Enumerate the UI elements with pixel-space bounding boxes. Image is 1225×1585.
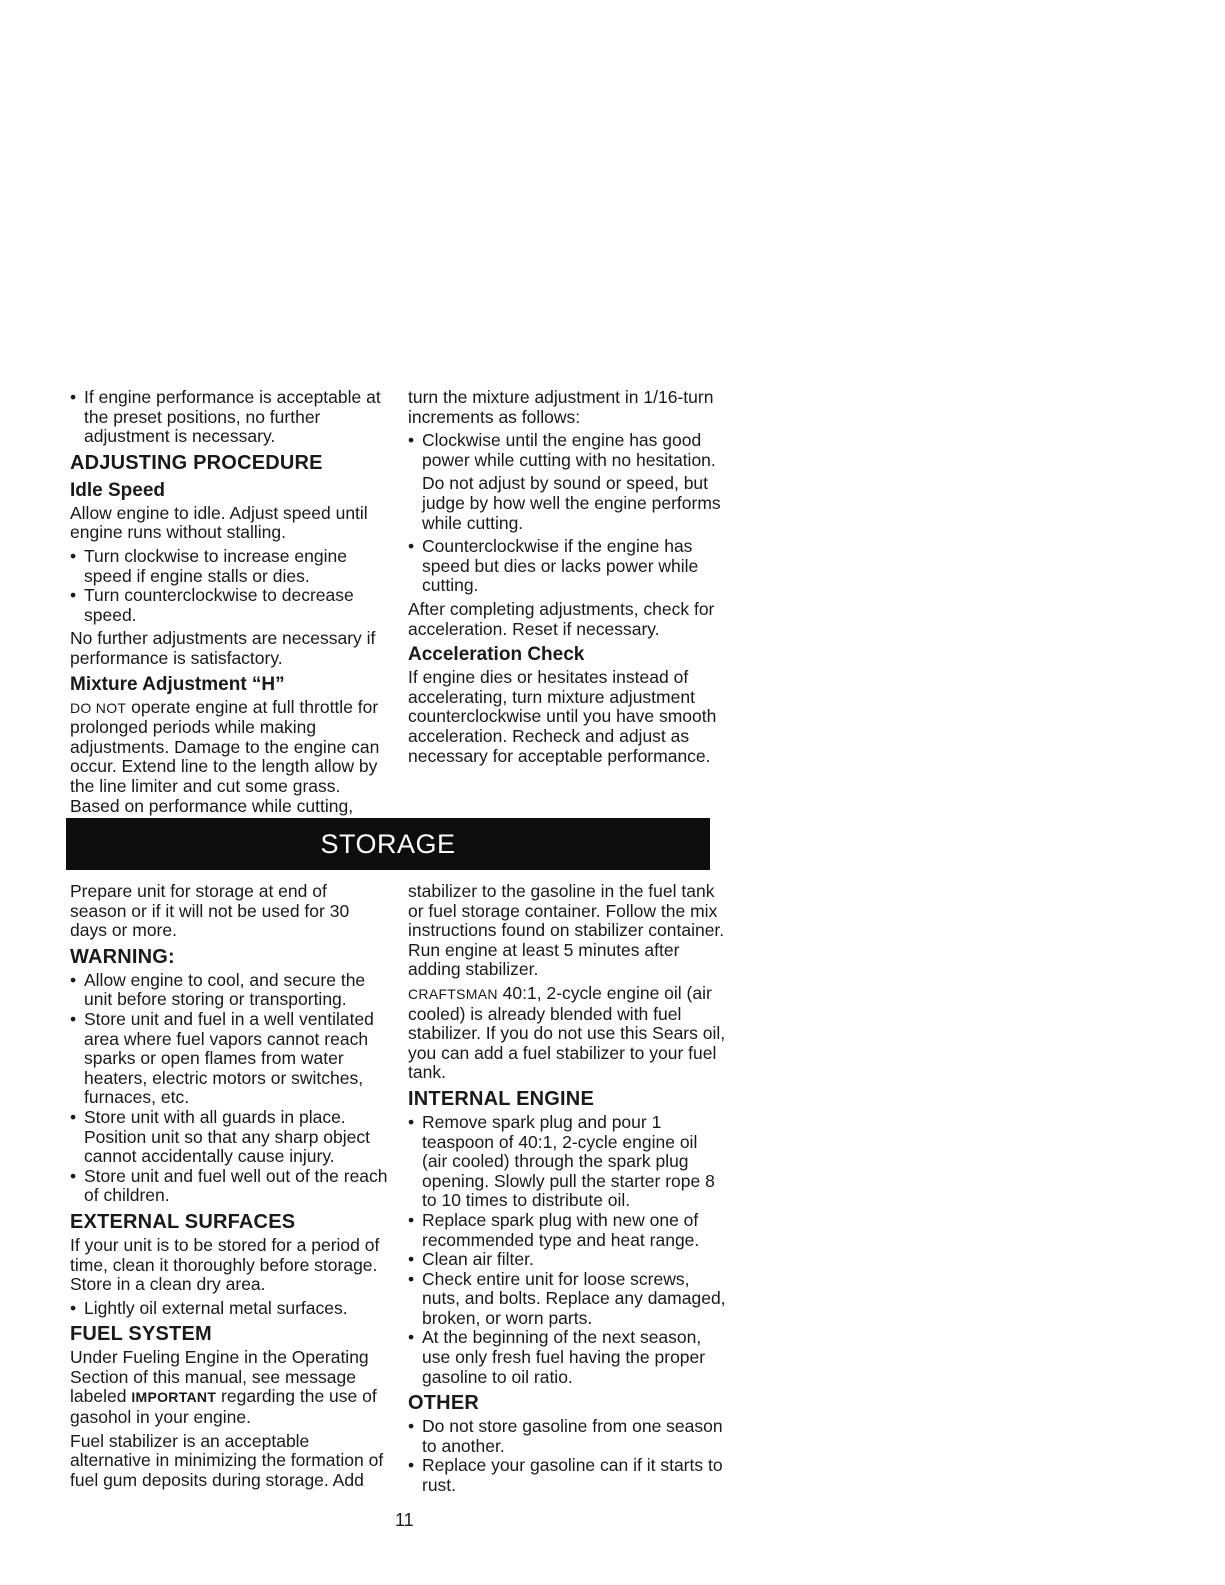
warning-heading: WARNING: [70,945,175,968]
list-item: • Turn clockwise to increase engine speed if engine stalls or dies. [70,547,388,586]
page-number: 11 [395,1510,414,1530]
stabilizer-continuation: stabilizer to the gasoline in the fuel tank or fuel storage container. Follow the mix instructions found on stabilizer container. Run engine at least 5 minutes after adding stabilizer. [408,881,725,980]
craftsman-body: 40:1, 2-cycle engine oil (air cooled) is already blended with fuel stabilizer. If you do not use this Sears oil, you can add a fuel stabilizer to your fuel tank. [408,982,726,1083]
list-item: • Clockwise until the engine has good power while cutting with no hesitation. [408,431,726,470]
mixture-list [408,431,726,470]
storage-banner [66,818,710,870]
storage-title: STORAGE [320,828,456,859]
warning-list [70,971,388,1206]
list-item: • Clean air filter. [408,1250,726,1270]
craftsman-brand: CRAFTSMAN [408,985,498,1002]
acceleration-check-heading: Acceleration Check [408,644,585,666]
list-item: • Remove spark plug and pour 1 teaspoon of 40:1, 2-cycle engine oil (air cooled) through the spark plug opening. Slowly pull the starter rope 8 to 10 times to distribute oil. [408,1113,726,1211]
list-item: • At the beginning of the next season, use only fresh fuel having the proper gasoline to oil ratio. [408,1328,726,1387]
list-item: • Check entire unit for loose screws, nuts, and bolts. Replace any damaged, broken, or worn parts. [408,1270,726,1329]
internal-engine-heading: INTERNAL ENGINE [408,1087,594,1110]
idle-speed-note: No further adjustments are necessary if performance is satisfactory. [70,628,376,668]
idle-speed-list [70,547,388,625]
idle-speed-text: Allow engine to idle. Adjust speed until engine runs without stalling. [70,502,368,543]
mixture-note: Do not adjust by sound or speed, but judge by how well the engine performs while cutting. [422,473,721,533]
storage-intro: Prepare unit for storage at end of season or if it will not be used for 30 days or more. [70,881,350,941]
idle-speed-heading: Idle Speed [70,479,166,501]
list-item: • Replace your gasoline can if it starts to rust. [408,1456,726,1495]
list-item: • Allow engine to cool, and secure the unit before storing or transporting. [70,971,388,1010]
stabilizer-text: Fuel stabilizer is an acceptable alternative in minimizing the formation of fuel gum deposits during storage. Add [70,1430,384,1490]
acceleration-check-text: If engine dies or hesitates instead of accelerating, turn mixture adjustment counterclockwise until you have smooth acceleration. Recheck and adjust as necessary for acceptable performance. [408,667,717,766]
other-heading: OTHER [408,1392,479,1415]
storage-column-right [408,882,726,1500]
list-item: • Do not store gasoline from one season to another. [408,1417,726,1456]
adjusting-column-left [70,388,388,820]
list-item: • Lightly oil external metal surfaces. [70,1299,388,1319]
adjusting-column-right [408,388,726,770]
mixture-list-2 [408,537,726,596]
mixture-adjustment-text [70,698,388,817]
list-item: • Store unit with all guards in place. Position unit so that any sharp object cannot accidentally cause injury. [70,1108,388,1167]
list-item: • Turn counterclockwise to decrease speed. [70,586,388,625]
mixture-adjustment-heading: Mixture Adjustment “H” [70,673,285,695]
craftsman-text [408,984,726,1083]
fuel-system-text [70,1348,388,1427]
mixture-continuation: turn the mixture adjustment in 1/16-turn increments as follows: [408,387,714,427]
mixture-text-body: operate engine at full throttle for prolonged periods while making adjustments. Damage to the engine can occur. Extend line to the length allow by the line limiter and cut some grass. Based on performance while cutting, [70,696,380,816]
external-list [70,1299,388,1319]
fuel-text-a: Under Fueling Engine in the Operating Section of this manual, see message labeled [70,1347,369,1407]
storage-column-left [70,882,388,1494]
list-item: • Replace spark plug with new one of recommended type and heat range. [408,1211,726,1250]
list-item: • If engine performance is acceptable at the preset positions, no further adjustment is necessary. [70,388,388,447]
other-list [408,1417,726,1495]
important-label: IMPORTANT [131,1389,217,1406]
list-item: • Store unit and fuel in a well ventilated area where fuel vapors cannot reach sparks or open flames from water heaters, electric motors or switches, furnaces, etc. [70,1010,388,1108]
internal-engine-list [408,1113,726,1387]
fuel-system-heading: FUEL SYSTEM [70,1323,212,1346]
external-surfaces-heading: EXTERNAL SURFACES [70,1210,296,1233]
adjusting-procedure-heading: ADJUSTING PROCEDURE [70,451,323,474]
list-item: • Counterclockwise if the engine has speed but dies or lacks power while cutting. [408,537,726,596]
after-adjustment-text: After completing adjustments, check for acceleration. Reset if necessary. [408,598,715,639]
do-not-label: DO NOT [70,699,127,716]
external-surfaces-text: If your unit is to be stored for a period of time, clean it thoroughly before storage. Store in a clean dry area. [70,1234,380,1295]
fuel-text-b: regarding the use of gasohol in your engine. [70,1386,377,1428]
intro-list [70,388,388,447]
list-item: • Store unit and fuel well out of the reach of children. [70,1167,388,1206]
